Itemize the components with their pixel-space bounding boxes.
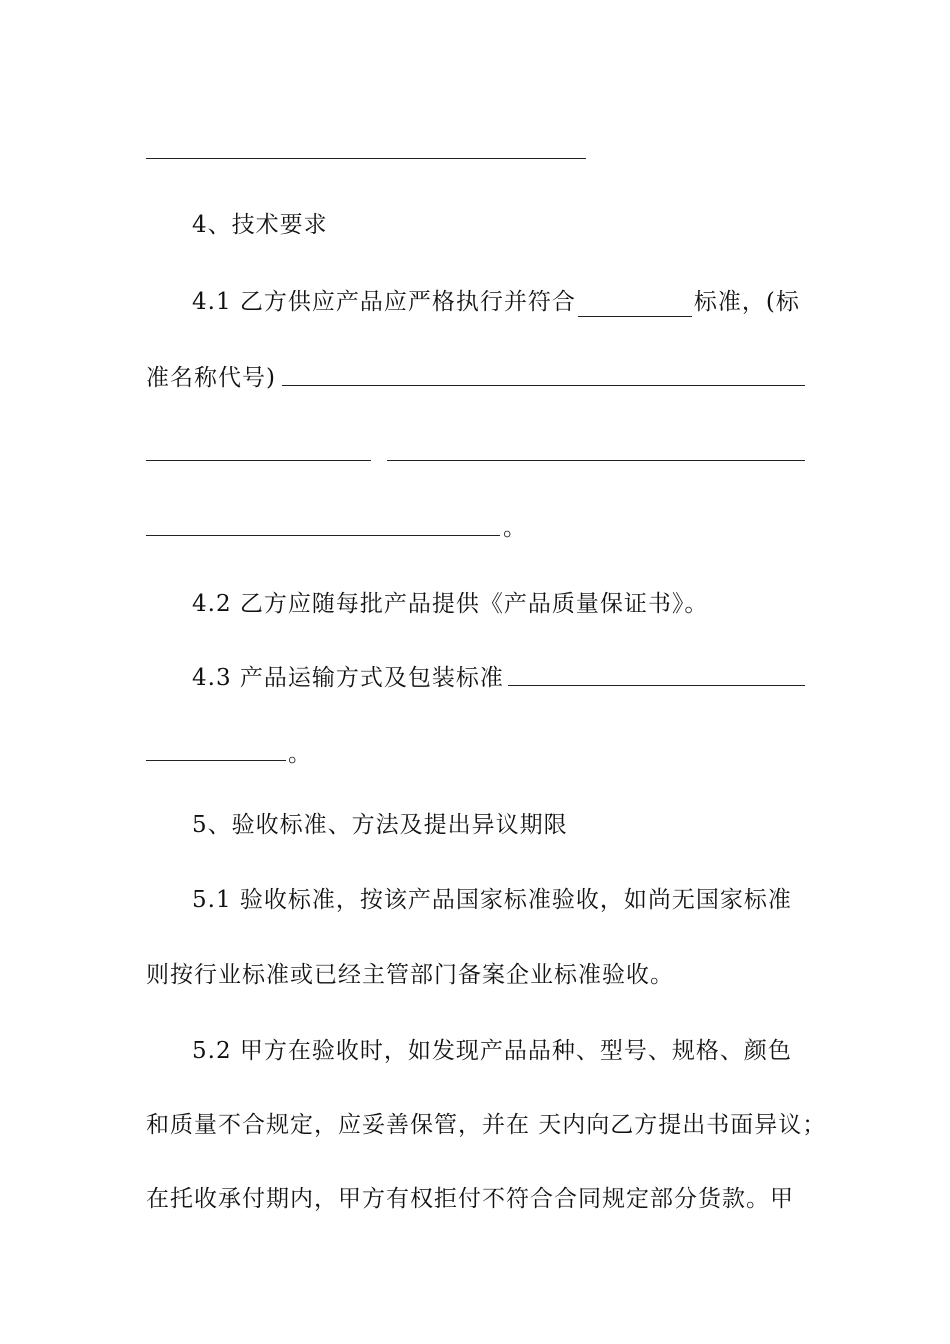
blank-rule-a [146,460,371,461]
para-4-3-prefix: 4.3 产品运输方式及包装标准 [192,665,504,691]
para-4-1-line-2 [146,363,276,393]
para-4-1-end: 。 [503,515,527,541]
blank-standard [578,294,692,317]
blank-rule-top [146,158,586,159]
blank-rule-b [387,460,805,461]
para-4-1-line-1 [192,287,800,317]
para-5-1-line-2: 则按行业标准或已经主管部门备案企业标准验收。 [146,962,674,988]
para-4-1-line-2-text: 准名称代号) [146,365,276,391]
para-5-1-line-1: 5.1 验收标准，按该产品国家标准验收，如尚无国家标准 [192,887,792,913]
section-4-heading: 4、技术要求 [192,212,328,238]
blank-rule-packaging-2 [146,760,286,761]
para-4-2: 4.2 乙方应随每批产品提供《产品质量保证书》。 [192,591,709,617]
para-5-2-line-3: 在托收承付期内，甲方有权拒付不符合合同规定部分货款。甲 [146,1186,794,1212]
para-4-3-line-1 [192,663,504,693]
para-4-1-suffix: 标准，(标 [693,289,800,315]
para-4-3-end: 。 [288,741,312,767]
blank-rule-c [146,535,500,536]
section-5-heading: 5、验收标准、方法及提出异议期限 [192,812,568,838]
blank-rule-standard-name [282,385,805,386]
blank-rule-packaging [508,685,805,686]
para-5-2-line-1: 5.2 甲方在验收时，如发现产品品种、型号、规格、颜色 [192,1038,792,1064]
para-4-1-prefix: 4.1 乙方供应产品应严格执行并符合 [192,289,576,315]
para-5-2-line-2: 和质量不合规定，应妥善保管，并在 天内向乙方提出书面异议； [146,1112,827,1138]
